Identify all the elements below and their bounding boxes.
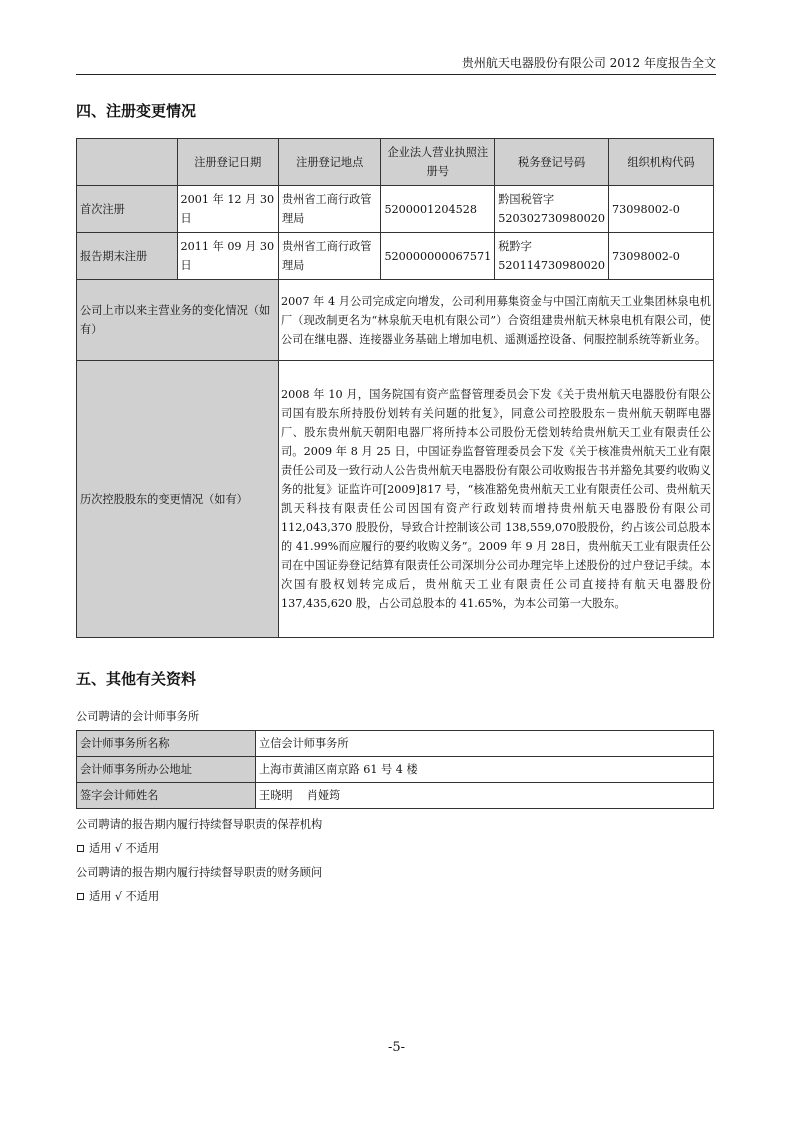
- cell-place: 贵州省工商行政管理局: [278, 186, 380, 233]
- header-cell-date: 注册登记日期: [177, 139, 278, 186]
- advisor-option: [76, 890, 159, 904]
- table-header-row: [77, 139, 714, 186]
- header-cell-blank: [77, 139, 178, 186]
- business-change-text: 2007 年 4 月公司完成定向增发，公司利用募集资金与中国江南航天工业集团林泉电机厂（现改制更名为“林泉航天电机有限公司”）合资组建贵州航天林泉电机有限公司，使公司在继电器、连接器业务基础上增加电机、遥测遥控设备、伺服控制系统等新业务。: [278, 280, 713, 361]
- shareholder-change-label: 历次控股股东的变更情况（如有）: [77, 361, 279, 638]
- advisor-intro: 公司聘请的报告期内履行持续督导职责的财务顾问: [76, 866, 323, 879]
- checkbox-icon: [77, 845, 84, 852]
- header-cell-org: 组织机构代码: [608, 139, 713, 186]
- table-row: [77, 783, 714, 809]
- cell-date: 2001 年 12 月 30 日: [177, 186, 278, 233]
- table-row: [77, 757, 714, 783]
- cell-license: 5200001204528: [381, 186, 495, 233]
- row-label: 签字会计师姓名: [77, 783, 256, 809]
- accounting-firm-table: [76, 730, 714, 809]
- row-label: 首次注册: [77, 186, 178, 233]
- cell-tax: 黔国税管字520302730980020: [495, 186, 609, 233]
- header-rule: [76, 74, 716, 75]
- page-number: -5-: [387, 1040, 406, 1055]
- row-label: 会计师事务所名称: [77, 731, 256, 757]
- row-label: 会计师事务所办公地址: [77, 757, 256, 783]
- cell-date: 2011 年 09 月 30 日: [177, 233, 278, 280]
- table-row: [77, 361, 714, 638]
- row-label: 报告期末注册: [77, 233, 178, 280]
- business-change-label: 公司上市以来主营业务的变化情况（如有）: [77, 280, 279, 361]
- table-row: [77, 233, 714, 280]
- table-row: [77, 280, 714, 361]
- section-4-heading: 四、注册变更情况: [76, 102, 197, 120]
- section-5-heading: 五、其他有关资料: [76, 670, 197, 688]
- sponsor-intro: 公司聘请的报告期内履行持续督导职责的保荐机构: [76, 818, 323, 831]
- header-cell-tax: 税务登记号码: [495, 139, 609, 186]
- header-cell-license: 企业法人营业执照注册号: [381, 139, 495, 186]
- cell-tax: 税黔字520114730980020: [495, 233, 609, 280]
- shareholder-change-text: 2008 年 10 月，国务院国有资产监督管理委员会下发《关于贵州航天电器股份有限公司国有股东所持股份划转有关问题的批复》，同意公司控股股东－贵州航天朝晖电器厂、股东贵州航天朝阳电器厂将所持本公司股份无偿划转给贵州航天工业有限责任公司。2009 年 8 月 25 日，中国证券监督管理委员会下发《关于核准贵州航天工业有限责任公司及一致行动人公告贵州航天电器股份有限公司收购报告书并豁免其要约收购义务的批复》证监许可[2009]817 号，“核准豁免贵州航天工业有限责任公司、贵州航天凯天科技有限责任公司因国有资产行政划转而增持贵州航天电器股份有限公司 112,043,370 股股份，导致合计控制该公司 138,559,070股股份，约占该公司总股本的 41.99%而应履行的要约收购义务”。2009 年 9 月 28日，贵州航天工业有限责任公司在中国证券登记结算有限责任公司深圳分公司办理完毕上述股份的过户登记手续。本次国有股权划转完成后，贵州航天工业有限责任公司直接持有航天电器股份 137,435,620 股，占公司总股本的 41.65%，为本公司第一大股东。: [278, 361, 713, 638]
- row-value: 立信会计师事务所: [256, 731, 714, 757]
- table-row: [77, 186, 714, 233]
- cell-org: 73098002-0: [608, 186, 713, 233]
- cell-org: 73098002-0: [608, 233, 713, 280]
- sponsor-option-text: 适用 √ 不适用: [89, 842, 160, 855]
- row-value: 上海市黄浦区南京路 61 号 4 楼: [256, 757, 714, 783]
- accounting-firm-intro: 公司聘请的会计师事务所: [76, 710, 200, 723]
- cell-license: 520000000067571: [381, 233, 495, 280]
- row-value: 王晓明 肖娅筠: [256, 783, 714, 809]
- advisor-option-text: 适用 √ 不适用: [89, 890, 160, 903]
- page-header: 贵州航天电器股份有限公司 2012 年度报告全文: [461, 56, 716, 70]
- cell-place: 贵州省工商行政管理局: [278, 233, 380, 280]
- table-row: [77, 731, 714, 757]
- sponsor-option: [76, 842, 159, 856]
- header-cell-place: 注册登记地点: [278, 139, 380, 186]
- checkbox-icon: [77, 893, 84, 900]
- registration-table: [76, 138, 714, 638]
